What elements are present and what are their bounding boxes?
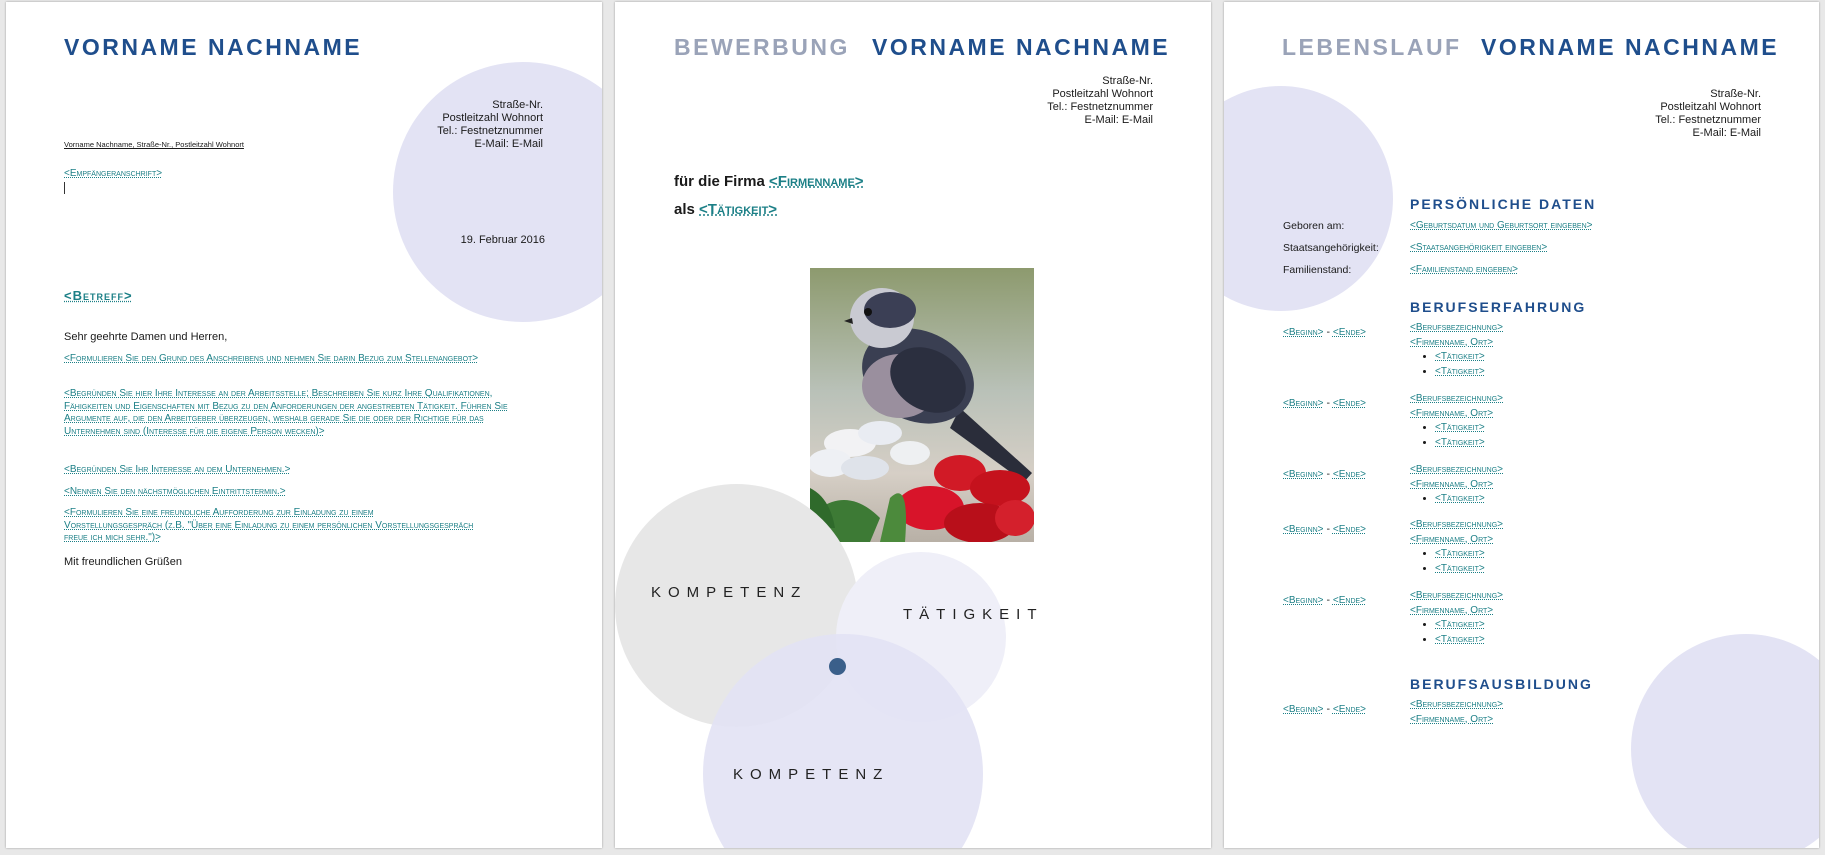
task-field[interactable]: <Tätigkeit> bbox=[1435, 619, 1485, 630]
task-field[interactable]: <Tätigkeit> bbox=[1435, 422, 1485, 433]
task-list bbox=[1410, 617, 1503, 647]
list-item bbox=[1435, 632, 1503, 647]
list-item bbox=[1435, 364, 1503, 379]
list-item bbox=[1435, 349, 1503, 364]
address-phone: Tel.: Festnetznummer bbox=[1047, 101, 1153, 113]
paragraph-3[interactable]: <Begründen Sie Ihr Interesse an dem Unternehmen.> bbox=[64, 464, 291, 475]
date-separator: - bbox=[1323, 703, 1333, 715]
task-list bbox=[1410, 420, 1503, 450]
end-date[interactable]: <Ende> bbox=[1332, 327, 1367, 338]
decor-circle-bottom bbox=[1631, 634, 1819, 848]
end-date[interactable]: <Ende> bbox=[1332, 469, 1367, 480]
task-field[interactable]: <Tätigkeit> bbox=[1435, 351, 1485, 362]
job-firm[interactable]: <Firmenname, Ort> bbox=[1410, 478, 1494, 490]
personal-heading: PERSÖNLICHE DATEN bbox=[1410, 196, 1597, 212]
experience-entry-2 bbox=[1283, 393, 1366, 411]
closing: Mit freundlichen Grüßen bbox=[64, 556, 182, 568]
task-field[interactable]: <Tätigkeit> bbox=[1435, 634, 1485, 645]
begin-date[interactable]: <Beginn> bbox=[1283, 398, 1324, 409]
task-field[interactable]: <Tätigkeit> bbox=[1435, 493, 1485, 504]
job-title[interactable]: <Berufsbezeichnung> bbox=[1410, 322, 1504, 333]
task-list bbox=[1410, 546, 1503, 576]
personal-value-1[interactable]: <Geburtsdatum und Geburtsort eingeben> bbox=[1410, 220, 1593, 231]
paragraph-1[interactable]: <Formulieren Sie den Grund des Anschreibens und nehmen Sie darin Bezug zum Stellenangebot> bbox=[64, 353, 479, 364]
address-phone: Tel.: Festnetznummer bbox=[1655, 114, 1761, 126]
experience-heading: BERUFSERFAHRUNG bbox=[1410, 299, 1587, 315]
job-firm[interactable]: <Firmenname, Ort> bbox=[1410, 604, 1494, 616]
experience-entry-4 bbox=[1283, 519, 1366, 537]
cv-label: LEBENSLAUF bbox=[1282, 34, 1462, 60]
list-item bbox=[1435, 420, 1503, 435]
letter-name: VORNAME NACHNAME bbox=[64, 34, 363, 60]
center-dot bbox=[829, 658, 846, 675]
sender-line: Vorname Nachname, Straße-Nr., Postleitzahl Wohnort bbox=[64, 140, 244, 149]
circle-word-1: KOMPETENZ bbox=[651, 584, 808, 601]
task-list bbox=[1410, 349, 1503, 379]
recipient-field[interactable]: <Empfängeranschrift> bbox=[64, 168, 163, 179]
applicant-photo[interactable] bbox=[810, 268, 1034, 542]
list-item bbox=[1435, 546, 1503, 561]
date-separator: - bbox=[1323, 594, 1333, 606]
personal-value-2[interactable]: <Staatsangehörigkeit eingeben> bbox=[1410, 242, 1548, 253]
job-firm[interactable]: <Firmenname, Ort> bbox=[1410, 533, 1494, 545]
role-field[interactable]: <Tätigkeit> bbox=[699, 201, 778, 218]
task-field[interactable]: <Tätigkeit> bbox=[1435, 437, 1485, 448]
subject-field[interactable]: <Betreff> bbox=[64, 288, 133, 303]
job-firm[interactable]: <Firmenname, Ort> bbox=[1410, 713, 1494, 725]
firm-field[interactable]: <Firmenname> bbox=[769, 173, 864, 190]
address-email: E-Mail: E-Mail bbox=[474, 138, 543, 150]
job-title[interactable]: <Berufsbezeichnung> bbox=[1410, 590, 1504, 601]
letter-date: 19. Februar 2016 bbox=[460, 234, 545, 246]
cover-page bbox=[615, 2, 1211, 848]
circle-word-3: KOMPETENZ bbox=[733, 766, 890, 783]
begin-date[interactable]: <Beginn> bbox=[1283, 469, 1324, 480]
job-firm[interactable]: <Firmenname, Ort> bbox=[1410, 336, 1494, 348]
experience-details-2 bbox=[1410, 393, 1503, 450]
paragraph-2[interactable]: <Begründen Sie hier Ihre Interesse an der Arbeitsstelle; Beschreiben Sie kurz Ihre Qualifikationen, Fähigkeiten und Eigenschaften mit Bezug zu den Anforderungen der angestrebten Tätigkeit. Führen Sie Argumente auf, die den Arbeitgeber überzeugen, weshalb gerade Sie die oder der Richtige für das Unternehmen sind (Interesse für die eigene Person wecken)> bbox=[64, 388, 508, 437]
experience-details-4 bbox=[1410, 519, 1503, 576]
address-phone: Tel.: Festnetznummer bbox=[437, 125, 543, 137]
address-street: Straße-Nr. bbox=[1102, 75, 1153, 87]
list-item bbox=[1435, 491, 1503, 506]
role-prefix: als bbox=[674, 201, 695, 218]
experience-entry-5 bbox=[1283, 590, 1366, 608]
firm-line bbox=[674, 173, 864, 190]
job-title[interactable]: <Berufsbezeichnung> bbox=[1410, 699, 1504, 710]
personal-label-1: Geboren am: bbox=[1283, 220, 1345, 232]
end-date[interactable]: <Ende> bbox=[1332, 524, 1367, 535]
personal-value-3[interactable]: <Familienstand eingeben> bbox=[1410, 264, 1518, 275]
paragraph-5[interactable]: <Formulieren Sie eine freundliche Aufforderung zur Einladung zu einem Vorstellungsgespräch (z.B. "Über eine Einladung zu einem persönlichen Vorstellungsgespräch freue ich mich sehr.")> bbox=[64, 507, 474, 543]
begin-date[interactable]: <Beginn> bbox=[1283, 524, 1324, 535]
firm-prefix: für die Firma bbox=[674, 173, 765, 190]
salutation: Sehr geehrte Damen und Herren, bbox=[64, 331, 228, 343]
education-heading: BERUFSAUSBILDUNG bbox=[1410, 676, 1593, 692]
address-city: Postleitzahl Wohnort bbox=[1052, 88, 1153, 100]
cover-address bbox=[915, 75, 1153, 127]
cv-name: VORNAME NACHNAME bbox=[1481, 34, 1780, 60]
date-separator: - bbox=[1323, 468, 1333, 480]
address-street: Straße-Nr. bbox=[1710, 88, 1761, 100]
letter-address bbox=[336, 99, 543, 151]
date-separator: - bbox=[1323, 523, 1333, 535]
list-item bbox=[1435, 617, 1503, 632]
circle-word-2: TÄTIGKEIT bbox=[903, 606, 1044, 623]
paragraph-4[interactable]: <Nennen Sie den nächstmöglichen Eintrittstermin.> bbox=[64, 486, 286, 497]
cv-page bbox=[1224, 2, 1819, 848]
end-date[interactable]: <Ende> bbox=[1332, 398, 1367, 409]
letter-page bbox=[6, 2, 602, 848]
begin-date[interactable]: <Beginn> bbox=[1283, 595, 1324, 606]
cover-label: BEWERBUNG bbox=[674, 34, 850, 60]
job-title[interactable]: <Berufsbezeichnung> bbox=[1410, 393, 1504, 404]
task-list bbox=[1410, 491, 1503, 506]
begin-date[interactable]: <Beginn> bbox=[1283, 327, 1324, 338]
list-item bbox=[1435, 435, 1503, 450]
task-field[interactable]: <Tätigkeit> bbox=[1435, 548, 1485, 559]
education-details-1 bbox=[1410, 699, 1503, 726]
job-firm[interactable]: <Firmenname, Ort> bbox=[1410, 407, 1494, 419]
date-separator: - bbox=[1323, 326, 1333, 338]
experience-details-5 bbox=[1410, 590, 1503, 647]
text-cursor bbox=[64, 182, 65, 194]
experience-details-3 bbox=[1410, 464, 1503, 506]
list-item bbox=[1435, 561, 1503, 576]
address-email: E-Mail: E-Mail bbox=[1692, 127, 1761, 139]
personal-label-3: Familienstand: bbox=[1283, 264, 1352, 276]
task-field[interactable]: <Tätigkeit> bbox=[1435, 563, 1485, 574]
begin-date[interactable]: <Beginn> bbox=[1283, 704, 1324, 715]
address-city: Postleitzahl Wohnort bbox=[442, 112, 543, 124]
decor-circle-left bbox=[1224, 86, 1393, 311]
date-separator: - bbox=[1323, 397, 1333, 409]
address-email: E-Mail: E-Mail bbox=[1084, 114, 1153, 126]
end-date[interactable]: <Ende> bbox=[1332, 595, 1367, 606]
address-street: Straße-Nr. bbox=[492, 99, 543, 111]
experience-entry-3 bbox=[1283, 464, 1366, 482]
experience-details-1 bbox=[1410, 322, 1503, 379]
job-title[interactable]: <Berufsbezeichnung> bbox=[1410, 464, 1504, 475]
job-title[interactable]: <Berufsbezeichnung> bbox=[1410, 519, 1504, 530]
experience-entry-1 bbox=[1283, 322, 1366, 340]
education-entry-1 bbox=[1283, 699, 1366, 717]
cover-name: VORNAME NACHNAME bbox=[872, 34, 1171, 60]
cv-address bbox=[1524, 88, 1761, 140]
task-field[interactable]: <Tätigkeit> bbox=[1435, 366, 1485, 377]
end-date[interactable]: <Ende> bbox=[1332, 704, 1367, 715]
personal-label-2: Staatsangehörigkeit: bbox=[1283, 242, 1379, 254]
role-line bbox=[674, 201, 777, 218]
bird-photo-image bbox=[810, 268, 1034, 542]
address-city: Postleitzahl Wohnort bbox=[1660, 101, 1761, 113]
